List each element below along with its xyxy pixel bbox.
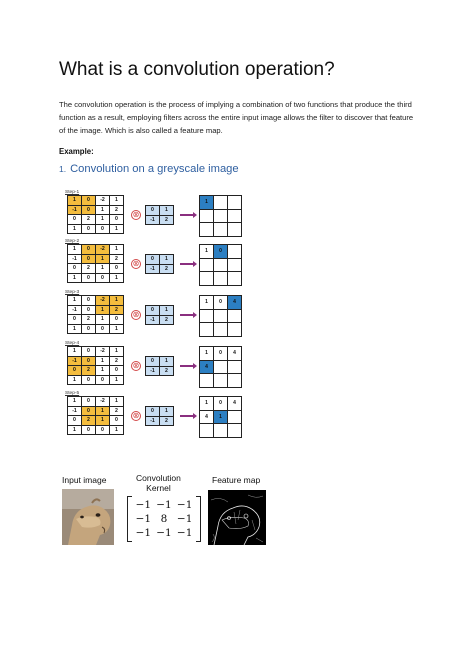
kernel-grid-cell: 0 (146, 407, 160, 417)
input-cell: 0 (82, 347, 96, 357)
output-cell (228, 424, 242, 438)
input-cell: 1 (68, 196, 82, 206)
input-cell: 0 (96, 425, 110, 435)
input-cell: 1 (110, 347, 124, 357)
input-cell: -2 (96, 347, 110, 357)
input-cell: 1 (96, 215, 110, 225)
kernel-grid (145, 254, 174, 274)
section-heading (59, 163, 239, 175)
input-cell: 0 (110, 315, 124, 325)
step-label: Step-5 (65, 391, 80, 396)
kernel-grid-cell: -1 (146, 366, 160, 376)
input-cell: 2 (82, 215, 96, 225)
output-cell (200, 424, 214, 438)
kernel-cell: −1 (156, 527, 172, 539)
input-cell: 0 (68, 264, 82, 274)
step-label: Step-3 (65, 290, 80, 295)
output-cell (214, 223, 228, 237)
output-cell: 4 (200, 360, 214, 374)
output-cell: 0 (214, 397, 228, 411)
input-cell: 0 (82, 296, 96, 306)
kernel-caption-line2: Kernel (146, 483, 171, 493)
input-cell: 1 (68, 425, 82, 435)
output-cell: 1 (200, 245, 214, 259)
output-cell: 1 (200, 397, 214, 411)
output-cell (228, 258, 242, 272)
input-cell: 0 (110, 416, 124, 426)
arrow-right-icon (180, 415, 194, 417)
output-cell (228, 309, 242, 323)
step-label: Step-2 (65, 239, 80, 244)
input-cell: 1 (96, 356, 110, 366)
input-cell: 0 (82, 356, 96, 366)
kernel-grid-cell: -1 (146, 315, 160, 325)
output-cell (228, 272, 242, 286)
output-cell (200, 258, 214, 272)
kernel-grid (145, 205, 174, 225)
input-cell: 0 (110, 264, 124, 274)
output-cell (228, 196, 242, 210)
input-cell: 1 (110, 375, 124, 385)
output-cell (200, 209, 214, 223)
output-cell: 0 (214, 245, 228, 259)
output-cell (214, 258, 228, 272)
kernel-grid-cell: -1 (146, 215, 160, 225)
output-cell: 1 (200, 347, 214, 361)
arrow-right-icon (180, 214, 194, 216)
input-cell: 0 (82, 425, 96, 435)
input-matrix (67, 346, 124, 385)
input-cell: 1 (68, 375, 82, 385)
feature-map-image (208, 490, 266, 545)
convolve-icon: ⊗ (132, 259, 140, 268)
page-title: What is a convolution operation? (59, 59, 335, 80)
intro-paragraph: The convolution operation is the process of implying a combination of two functions that produce the third function as a result, employing filters across the entire input image allows the filter to discover that feature of the image. Which is also called a feature map. (59, 100, 414, 135)
output-cell: 4 (200, 410, 214, 424)
input-cell: -2 (96, 397, 110, 407)
input-cell: 0 (82, 375, 96, 385)
input-matrix (67, 396, 124, 435)
output-cell: 0 (214, 347, 228, 361)
input-cell: 0 (82, 324, 96, 334)
kernel-grid-cell: 0 (146, 255, 160, 265)
output-cell (214, 196, 228, 210)
output-cell (228, 374, 242, 388)
kernel-cell: 8 (160, 513, 168, 525)
output-cell (200, 374, 214, 388)
step-label: Step-1 (65, 190, 80, 195)
kernel-grid-cell: 0 (146, 306, 160, 316)
arrow-right-icon (180, 365, 194, 367)
kernel-cell: −1 (135, 499, 152, 511)
kernel-caption-line1: Convolution (136, 473, 181, 483)
input-cell: 1 (96, 416, 110, 426)
convolve-icon: ⊗ (132, 210, 140, 219)
kernel-cell: −1 (176, 499, 193, 511)
input-cell: 0 (96, 375, 110, 385)
input-cell: 2 (82, 416, 96, 426)
input-cell: -1 (68, 406, 82, 416)
input-cell: 1 (68, 224, 82, 234)
input-cell: 0 (82, 397, 96, 407)
input-cell: 0 (82, 273, 96, 283)
output-matrix (199, 346, 242, 388)
convolve-icon: ⊗ (132, 361, 140, 370)
output-cell (214, 209, 228, 223)
input-cell: 1 (96, 305, 110, 315)
kernel-grid-cell: 2 (160, 315, 174, 325)
output-cell (228, 323, 242, 337)
kernel-grid-cell: 0 (146, 357, 160, 367)
output-cell (214, 272, 228, 286)
input-cell: 1 (110, 397, 124, 407)
input-cell: 0 (82, 406, 96, 416)
input-cell: 0 (68, 366, 82, 376)
kernel-grid-cell: 2 (160, 366, 174, 376)
input-cell: -2 (96, 196, 110, 206)
output-cell: 4 (228, 397, 242, 411)
input-cell: 1 (96, 264, 110, 274)
step-label: Step-4 (65, 341, 80, 346)
feature-map-caption: Feature map (212, 475, 261, 485)
input-cell: 1 (96, 315, 110, 325)
input-cell: 1 (110, 196, 124, 206)
input-cell: 0 (82, 224, 96, 234)
input-cell: 0 (96, 273, 110, 283)
input-cell: 1 (68, 296, 82, 306)
input-cell: 1 (68, 324, 82, 334)
input-cell: -1 (68, 254, 82, 264)
input-image-camel (62, 489, 114, 545)
input-cell: 0 (82, 305, 96, 315)
output-cell (214, 424, 228, 438)
kernel-cell: −1 (176, 513, 193, 525)
arrow-right-icon (180, 314, 194, 316)
input-cell: 1 (68, 245, 82, 255)
input-cell: 1 (110, 273, 124, 283)
input-cell: 0 (96, 324, 110, 334)
input-cell: 1 (110, 296, 124, 306)
input-cell: -2 (96, 245, 110, 255)
output-cell: 0 (214, 296, 228, 310)
section-number: 1. (59, 164, 67, 174)
input-cell: 0 (110, 366, 124, 376)
input-cell: 1 (96, 366, 110, 376)
input-cell: 0 (110, 215, 124, 225)
input-cell: 1 (110, 245, 124, 255)
section-title: Convolution on a greyscale image (70, 163, 239, 175)
output-cell (228, 410, 242, 424)
arrow-right-icon (180, 263, 194, 265)
convolve-icon: ⊗ (132, 310, 140, 319)
input-cell: 1 (68, 273, 82, 283)
input-cell: 1 (68, 347, 82, 357)
input-matrix (67, 295, 124, 334)
output-cell (228, 245, 242, 259)
kernel-grid-cell: -1 (146, 416, 160, 426)
output-cell (228, 209, 242, 223)
input-cell: 2 (110, 305, 124, 315)
output-cell (200, 323, 214, 337)
kernel-cell: −1 (156, 499, 172, 511)
input-cell: 0 (82, 254, 96, 264)
input-cell: -1 (68, 305, 82, 315)
output-cell (214, 374, 228, 388)
input-cell: 0 (82, 205, 96, 215)
output-cell: 4 (228, 296, 242, 310)
kernel-grid (145, 406, 174, 426)
kernel-grid-cell: 1 (160, 206, 174, 216)
output-cell (214, 309, 228, 323)
input-matrix (67, 195, 124, 234)
kernel-grid (145, 356, 174, 376)
kernel-grid-cell: 1 (160, 255, 174, 265)
input-cell: 0 (68, 215, 82, 225)
input-matrix (67, 244, 124, 283)
output-cell (200, 309, 214, 323)
output-cell (214, 360, 228, 374)
input-cell: 1 (110, 324, 124, 334)
output-cell (214, 323, 228, 337)
input-cell: 1 (96, 254, 110, 264)
kernel-matrix (127, 496, 201, 542)
input-cell: 2 (82, 264, 96, 274)
output-matrix (199, 244, 242, 286)
kernel-grid (145, 305, 174, 325)
output-cell (200, 272, 214, 286)
kernel-grid-cell: 2 (160, 215, 174, 225)
output-matrix (199, 195, 242, 237)
input-cell: 0 (96, 224, 110, 234)
input-cell: -2 (96, 296, 110, 306)
input-cell: 2 (110, 254, 124, 264)
input-cell: 2 (110, 406, 124, 416)
kernel-grid-cell: 1 (160, 407, 174, 417)
input-cell: 0 (68, 416, 82, 426)
output-cell: 1 (200, 296, 214, 310)
input-cell: 2 (82, 315, 96, 325)
output-cell: 1 (200, 196, 214, 210)
input-cell: 2 (82, 366, 96, 376)
output-cell: 1 (214, 410, 228, 424)
output-matrix (199, 396, 242, 438)
input-cell: 2 (110, 205, 124, 215)
output-matrix (199, 295, 242, 337)
kernel-cell: −1 (135, 527, 152, 539)
input-cell: 0 (82, 245, 96, 255)
output-cell (228, 360, 242, 374)
input-cell: 1 (96, 406, 110, 416)
input-cell: 0 (68, 315, 82, 325)
kernel-cell: −1 (135, 513, 152, 525)
convolve-icon: ⊗ (132, 411, 140, 420)
input-image-caption: Input image (62, 475, 107, 485)
kernel-grid-cell: 2 (160, 264, 174, 274)
example-label: Example: (59, 147, 94, 156)
input-cell: -1 (68, 205, 82, 215)
kernel-cell: −1 (176, 527, 193, 539)
input-cell: 1 (110, 224, 124, 234)
output-cell (228, 223, 242, 237)
kernel-grid-cell: 1 (160, 357, 174, 367)
kernel-grid-cell: 2 (160, 416, 174, 426)
output-cell: 4 (228, 347, 242, 361)
kernel-caption (136, 473, 181, 493)
input-cell: 0 (82, 196, 96, 206)
kernel-grid-cell: -1 (146, 264, 160, 274)
input-cell: 2 (110, 356, 124, 366)
input-cell: 1 (110, 425, 124, 435)
output-cell (200, 223, 214, 237)
kernel-grid-cell: 1 (160, 306, 174, 316)
input-cell: -1 (68, 356, 82, 366)
input-cell: 1 (96, 205, 110, 215)
kernel-grid-cell: 0 (146, 206, 160, 216)
input-cell: 1 (68, 397, 82, 407)
